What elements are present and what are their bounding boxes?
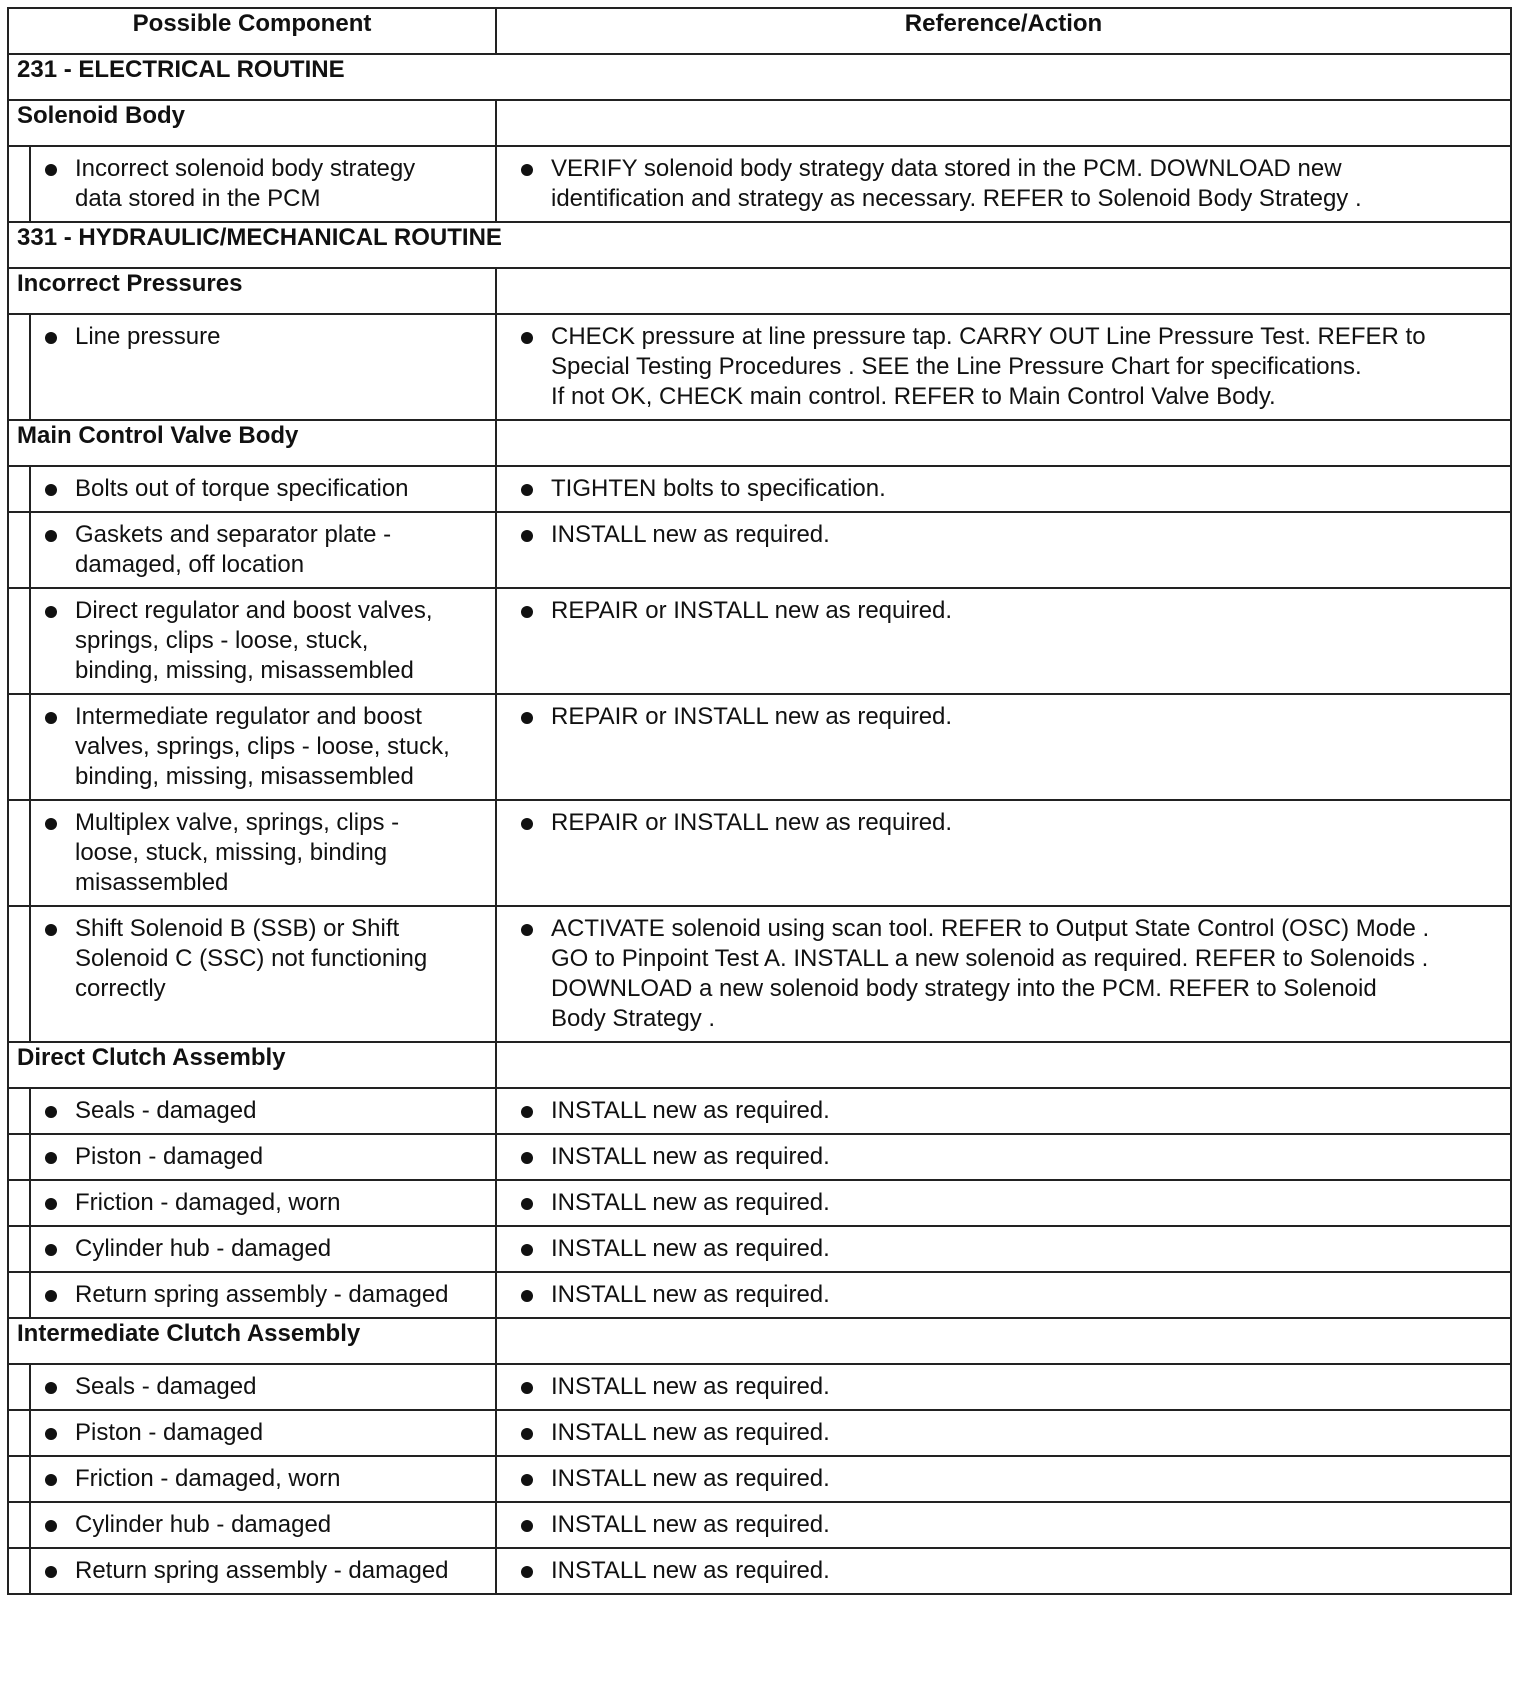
indent-cell bbox=[8, 1088, 30, 1134]
component-cell bbox=[30, 1226, 496, 1272]
bullet-icon bbox=[521, 606, 533, 618]
section-title: 231 - ELECTRICAL ROUTINE bbox=[8, 54, 1511, 100]
bullet-icon bbox=[45, 1474, 57, 1486]
diagnosis-table bbox=[7, 7, 1512, 1595]
bullet-icon bbox=[521, 1428, 533, 1440]
indent-cell bbox=[8, 1134, 30, 1180]
table-row bbox=[8, 1226, 1511, 1272]
action-cell bbox=[496, 1088, 1511, 1134]
action-text: INSTALL new as required. bbox=[551, 1511, 830, 1538]
component-text: Incorrect solenoid body strategy data stored in the PCM bbox=[75, 155, 416, 212]
table-row bbox=[8, 1088, 1511, 1134]
table-row bbox=[8, 694, 1511, 800]
group-row bbox=[8, 100, 1511, 146]
bullet-icon bbox=[45, 1244, 57, 1256]
indent-cell bbox=[8, 800, 30, 906]
section-row bbox=[8, 222, 1511, 268]
action-text: INSTALL new as required. bbox=[551, 521, 830, 548]
action-text: INSTALL new as required. bbox=[551, 1465, 830, 1492]
component-cell bbox=[30, 694, 496, 800]
group-row bbox=[8, 420, 1511, 466]
table-row bbox=[8, 314, 1511, 420]
bullet-icon bbox=[521, 1566, 533, 1578]
group-row bbox=[8, 268, 1511, 314]
component-cell bbox=[30, 800, 496, 906]
group-title: Solenoid Body bbox=[8, 100, 496, 146]
action-cell bbox=[496, 906, 1511, 1042]
indent-cell bbox=[8, 1226, 30, 1272]
component-text: Cylinder hub - damaged bbox=[75, 1235, 332, 1262]
bullet-icon bbox=[45, 1566, 57, 1578]
action-text: INSTALL new as required. bbox=[551, 1419, 830, 1446]
action-cell bbox=[496, 1502, 1511, 1548]
action-cell bbox=[496, 800, 1511, 906]
group-action-cell bbox=[496, 420, 1511, 466]
bullet-icon bbox=[521, 530, 533, 542]
bullet-icon bbox=[521, 332, 533, 344]
action-cell bbox=[496, 146, 1511, 222]
table-row bbox=[8, 1272, 1511, 1318]
indent-cell bbox=[8, 1456, 30, 1502]
action-cell bbox=[496, 1180, 1511, 1226]
action-cell bbox=[496, 1410, 1511, 1456]
action-text: REPAIR or INSTALL new as required. bbox=[551, 597, 953, 624]
component-text: Return spring assembly - damaged bbox=[75, 1557, 449, 1584]
table-row bbox=[8, 906, 1511, 1042]
bullet-icon bbox=[521, 164, 533, 176]
action-text: INSTALL new as required. bbox=[551, 1143, 830, 1170]
group-title: Direct Clutch Assembly bbox=[8, 1042, 496, 1088]
bullet-icon bbox=[45, 1106, 57, 1118]
component-cell bbox=[30, 588, 496, 694]
indent-cell bbox=[8, 1272, 30, 1318]
table-row bbox=[8, 146, 1511, 222]
action-cell bbox=[496, 1456, 1511, 1502]
bullet-icon bbox=[45, 530, 57, 542]
action-text: INSTALL new as required. bbox=[551, 1557, 830, 1584]
component-text: Seals - damaged bbox=[75, 1097, 257, 1124]
bullet-icon bbox=[521, 712, 533, 724]
action-text: VERIFY solenoid body strategy data stored in the PCM. DOWNLOAD new identification and strategy as necessary. REFER to Solenoid Body Strategy . bbox=[551, 155, 1362, 212]
bullet-icon bbox=[521, 818, 533, 830]
component-text: Friction - damaged, worn bbox=[75, 1465, 341, 1492]
group-action-cell bbox=[496, 268, 1511, 314]
table-row bbox=[8, 1134, 1511, 1180]
group-action-cell bbox=[496, 100, 1511, 146]
header-possible-component: Possible Component bbox=[8, 8, 496, 54]
component-text: Shift Solenoid B (SSB) or Shift Solenoid C (SSC) not functioning correctly bbox=[75, 915, 428, 1002]
action-cell bbox=[496, 694, 1511, 800]
component-text: Bolts out of torque specification bbox=[75, 475, 409, 502]
component-text: Piston - damaged bbox=[75, 1143, 264, 1170]
section-row bbox=[8, 54, 1511, 100]
bullet-icon bbox=[45, 332, 57, 344]
action-cell bbox=[496, 512, 1511, 588]
section-title: 331 - HYDRAULIC/MECHANICAL ROUTINE bbox=[8, 222, 1511, 268]
group-title: Incorrect Pressures bbox=[8, 268, 496, 314]
bullet-icon bbox=[45, 1520, 57, 1532]
action-cell bbox=[496, 1548, 1511, 1594]
group-row bbox=[8, 1042, 1511, 1088]
bullet-icon bbox=[521, 1198, 533, 1210]
action-text: CHECK pressure at line pressure tap. CARRY OUT Line Pressure Test. REFER to Special Testing Procedures . SEE the Line Pressure Chart for specifications. If not OK, CHECK main control. REFER to Main Control Valve Body. bbox=[551, 323, 1426, 410]
bullet-icon bbox=[45, 1152, 57, 1164]
table-row bbox=[8, 800, 1511, 906]
component-text: Seals - damaged bbox=[75, 1373, 257, 1400]
action-cell bbox=[496, 314, 1511, 420]
group-title: Intermediate Clutch Assembly bbox=[8, 1318, 496, 1364]
action-text: REPAIR or INSTALL new as required. bbox=[551, 809, 953, 836]
indent-cell bbox=[8, 1548, 30, 1594]
component-text: Gaskets and separator plate - damaged, off location bbox=[75, 521, 392, 578]
component-cell bbox=[30, 906, 496, 1042]
group-action-cell bbox=[496, 1042, 1511, 1088]
bullet-icon bbox=[45, 484, 57, 496]
action-cell bbox=[496, 466, 1511, 512]
table-row bbox=[8, 1456, 1511, 1502]
bullet-icon bbox=[521, 484, 533, 496]
indent-cell bbox=[8, 146, 30, 222]
bullet-icon bbox=[45, 1198, 57, 1210]
action-cell bbox=[496, 1134, 1511, 1180]
action-cell bbox=[496, 588, 1511, 694]
component-cell bbox=[30, 1364, 496, 1410]
indent-cell bbox=[8, 1502, 30, 1548]
action-text: INSTALL new as required. bbox=[551, 1189, 830, 1216]
component-text: Intermediate regulator and boost valves, springs, clips - loose, stuck, binding, missing, misassembled bbox=[75, 703, 450, 790]
bullet-icon bbox=[45, 818, 57, 830]
component-cell bbox=[30, 466, 496, 512]
bullet-icon bbox=[521, 1382, 533, 1394]
component-cell bbox=[30, 146, 496, 222]
bullet-icon bbox=[521, 1106, 533, 1118]
action-cell bbox=[496, 1226, 1511, 1272]
component-cell bbox=[30, 1180, 496, 1226]
table-row bbox=[8, 588, 1511, 694]
component-text: Piston - damaged bbox=[75, 1419, 264, 1446]
action-text: INSTALL new as required. bbox=[551, 1097, 830, 1124]
indent-cell bbox=[8, 1410, 30, 1456]
component-cell bbox=[30, 512, 496, 588]
header-row bbox=[8, 8, 1511, 54]
indent-cell bbox=[8, 906, 30, 1042]
bullet-icon bbox=[521, 924, 533, 936]
component-text: Multiplex valve, springs, clips - loose, stuck, missing, binding misassembled bbox=[75, 809, 400, 896]
action-text: INSTALL new as required. bbox=[551, 1373, 830, 1400]
component-text: Return spring assembly - damaged bbox=[75, 1281, 449, 1308]
component-text: Cylinder hub - damaged bbox=[75, 1511, 332, 1538]
indent-cell bbox=[8, 694, 30, 800]
indent-cell bbox=[8, 1180, 30, 1226]
bullet-icon bbox=[45, 924, 57, 936]
indent-cell bbox=[8, 314, 30, 420]
bullet-icon bbox=[45, 164, 57, 176]
header-reference-action: Reference/Action bbox=[496, 8, 1511, 54]
bullet-icon bbox=[521, 1290, 533, 1302]
component-cell bbox=[30, 1134, 496, 1180]
bullet-icon bbox=[521, 1520, 533, 1532]
indent-cell bbox=[8, 512, 30, 588]
component-text: Direct regulator and boost valves, springs, clips - loose, stuck, binding, missing, misassembled bbox=[75, 597, 433, 684]
bullet-icon bbox=[45, 712, 57, 724]
component-cell bbox=[30, 1272, 496, 1318]
component-cell bbox=[30, 1410, 496, 1456]
group-action-cell bbox=[496, 1318, 1511, 1364]
table-row bbox=[8, 466, 1511, 512]
bullet-icon bbox=[45, 1428, 57, 1440]
action-text: INSTALL new as required. bbox=[551, 1235, 830, 1262]
component-text: Line pressure bbox=[75, 323, 221, 350]
table-row bbox=[8, 512, 1511, 588]
bullet-icon bbox=[521, 1152, 533, 1164]
bullet-icon bbox=[45, 1382, 57, 1394]
table-row bbox=[8, 1364, 1511, 1410]
table-row bbox=[8, 1180, 1511, 1226]
component-cell bbox=[30, 1088, 496, 1134]
component-cell bbox=[30, 1502, 496, 1548]
table-row bbox=[8, 1502, 1511, 1548]
component-cell bbox=[30, 1548, 496, 1594]
component-cell bbox=[30, 1456, 496, 1502]
action-cell bbox=[496, 1364, 1511, 1410]
component-text: Friction - damaged, worn bbox=[75, 1189, 341, 1216]
group-row bbox=[8, 1318, 1511, 1364]
bullet-icon bbox=[521, 1244, 533, 1256]
indent-cell bbox=[8, 588, 30, 694]
action-text: TIGHTEN bolts to specification. bbox=[551, 475, 886, 502]
action-text: INSTALL new as required. bbox=[551, 1281, 830, 1308]
bullet-icon bbox=[521, 1474, 533, 1486]
action-text: REPAIR or INSTALL new as required. bbox=[551, 703, 953, 730]
table-row bbox=[8, 1410, 1511, 1456]
bullet-icon bbox=[45, 606, 57, 618]
table-body bbox=[8, 54, 1511, 1594]
indent-cell bbox=[8, 466, 30, 512]
table-row bbox=[8, 1548, 1511, 1594]
component-cell bbox=[30, 314, 496, 420]
action-cell bbox=[496, 1272, 1511, 1318]
action-text: ACTIVATE solenoid using scan tool. REFER to Output State Control (OSC) Mode . GO to Pinpoint Test A. INSTALL a new solenoid as required. REFER to Solenoids . DOWNLOAD a new solenoid body strategy into the PCM. REFER to Solenoid Body Strategy . bbox=[551, 915, 1430, 1032]
bullet-icon bbox=[45, 1290, 57, 1302]
indent-cell bbox=[8, 1364, 30, 1410]
group-title: Main Control Valve Body bbox=[8, 420, 496, 466]
